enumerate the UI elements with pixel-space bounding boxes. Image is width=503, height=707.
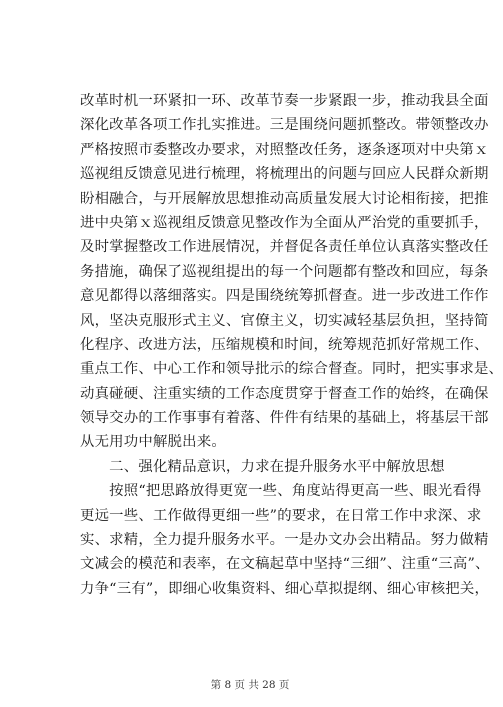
text-line: 化程序、改进方法，压缩规模和时间，统筹规范抓好常规工作、	[80, 336, 489, 353]
text-line: 巡视组反馈意见进行梳理，将梳理出的问题与回应人民群众新期	[80, 166, 489, 183]
page-number-footer: 第 8 页 共 28 页	[210, 679, 290, 691]
text-line: 力争“三有”，即细心收集资料、细心草拟提纲、细心审核把关，	[80, 580, 490, 597]
text-line: 从无用功中解脱出来。	[80, 434, 226, 451]
text-line: 及时掌握整改工作进展情况，并督促各责任单位认真落实整改任	[80, 239, 489, 256]
text-line: 盼相融合，与开展解放思想推动高质量发展大讨论相衔接，把推	[80, 190, 489, 207]
text-line: 按照“把思路放得更宽一些、角度站得更高一些、眼光看得	[80, 483, 482, 500]
body-text	[80, 89, 503, 601]
text-line: 文减会的模范和表率，在文稿起草中坚持“三细”、注重“三高”、	[80, 556, 490, 573]
text-line: 严格按照市委整改办要求，对照整改任务，逐条逐项对中央第ｘ	[80, 141, 489, 158]
text-line: 领导交办的工作事事有着落、件件有结果的基础上，将基层干部	[80, 410, 489, 427]
text-line: 实、求精，全力提升服务水平。一是办文办会出精品。努力做精	[80, 532, 489, 549]
text-line: 深化改革各项工作扎实推进。三是围绕问题抓整改。带领整改办	[80, 117, 489, 134]
text-line: 务措施，确保了巡视组提出的每一个问题都有整改和回应，每条	[80, 263, 489, 280]
text-line: 更远一些、工作做得更细一些”的要求，在日常工作中求深、求	[80, 507, 482, 524]
text-line: 进中央第ｘ巡视组反馈意见整改作为全面从严治党的重要抓手，	[80, 214, 489, 231]
text-line: 改革时机一环紧扣一环、改革节奏一步紧跟一步，推动我县全面	[80, 93, 489, 109]
text-line: 意见都得以落细落实。四是围绕统筹抓督查。进一步改进工作作	[80, 288, 489, 305]
section-heading: 二、强化精品意识，力求在提升服务水平中解放思想	[80, 458, 445, 475]
text-line: 动真碰硬、注重实绩的工作态度贯穿于督查工作的始终，在确保	[80, 385, 489, 402]
text-line: 重点工作、中心工作和领导批示的综合督查。同时，把实事求是、	[80, 361, 503, 378]
text-line: 风，坚决克服形式主义、官僚主义，切实减轻基层负担，坚持简	[80, 312, 489, 329]
